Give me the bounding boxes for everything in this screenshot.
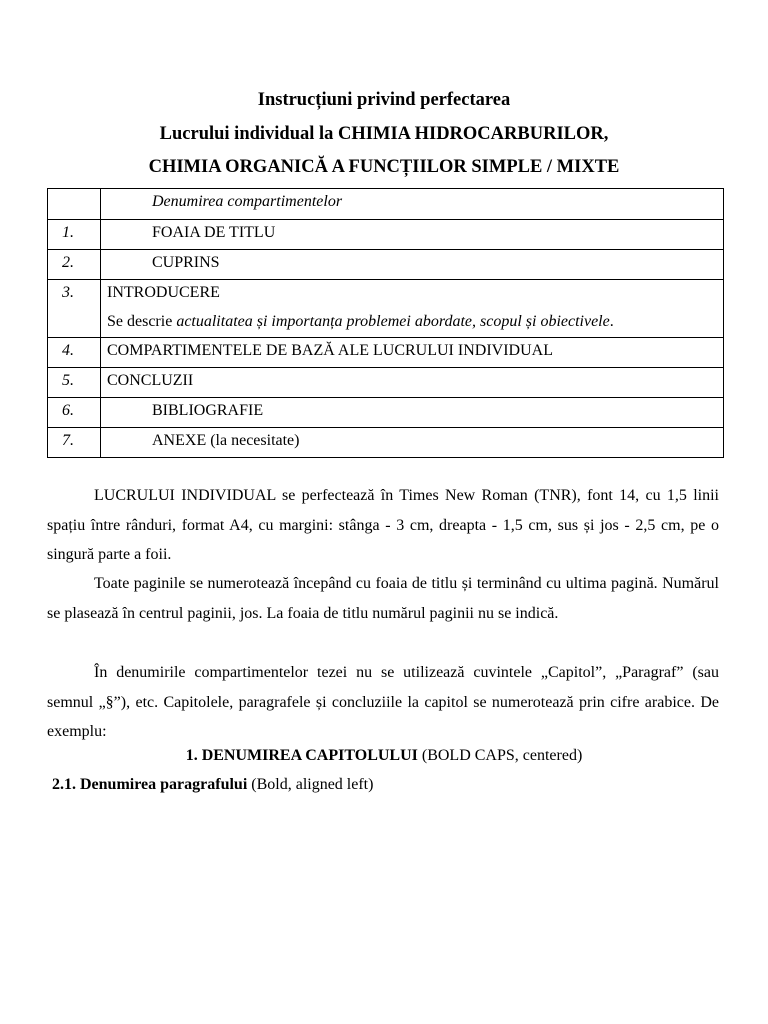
row-description bbox=[107, 303, 723, 332]
row-number: 7. bbox=[62, 432, 74, 449]
table-row bbox=[48, 338, 724, 368]
table-row bbox=[48, 368, 724, 398]
row-label: FOAIA DE TITLU bbox=[152, 224, 276, 241]
table-header-label: Denumirea compartimentelor bbox=[152, 193, 343, 210]
table-row bbox=[48, 280, 724, 338]
table-row bbox=[48, 220, 724, 250]
example-section-heading bbox=[52, 776, 373, 794]
row-label: COMPARTIMENTELE DE BAZĂ ALE LUCRULUI INDIVIDUAL bbox=[107, 342, 553, 359]
row-number: 2. bbox=[62, 254, 74, 271]
title-line-1: Instrucțiuni privind perfectarea bbox=[257, 90, 511, 110]
example-chapter-bold: 1. DENUMIREA CAPITOLULUI bbox=[185, 747, 418, 764]
row-number: 6. bbox=[62, 402, 74, 419]
title-line-2: Lucrului individual la CHIMIA HIDROCARBURILOR, bbox=[159, 124, 609, 144]
table-header-cell bbox=[101, 189, 724, 220]
row-label: BIBLIOGRAFIE bbox=[152, 402, 264, 419]
paragraph-formatting: LUCRULUI INDIVIDUAL se perfectează în Times New Roman (TNR), font 14, cu 1,5 linii spațiu între rânduri, format A4, cu margini: stânga - 3 cm, dreapta - 1,5 cm, sus și jos - 2,5 cm, pe o singură parte a foii. bbox=[47, 487, 719, 563]
table-header-row bbox=[48, 189, 724, 220]
contents-table bbox=[47, 188, 724, 458]
example-section-note: (Bold, aligned left) bbox=[247, 776, 374, 793]
row-label: CUPRINS bbox=[152, 254, 220, 271]
example-chapter-note: (BOLD CAPS, centered) bbox=[417, 747, 583, 764]
table-row bbox=[48, 428, 724, 458]
row-description-italic: actualitatea și importanța problemei abordate, scopul și obiectivele bbox=[176, 313, 610, 330]
title-line-3: CHIMIA ORGANICĂ A FUNCȚIILOR SIMPLE / MIXTE bbox=[148, 157, 620, 177]
paragraph-numbering: În denumirile compartimentelor tezei nu se utilizează cuvintele „Capitol”, „Paragraf” (sau semnul „§”), etc. Capitolele, paragrafele și concluziile la capitol se numerotează prin cifre arabice. De exemplu: bbox=[47, 664, 719, 740]
row-label: CONCLUZII bbox=[107, 372, 194, 389]
row-description-suffix: . bbox=[609, 313, 614, 330]
example-chapter-heading bbox=[0, 747, 768, 765]
table-header-num-cell bbox=[48, 189, 101, 220]
row-number: 5. bbox=[62, 372, 74, 389]
row-label: INTRODUCERE bbox=[107, 284, 220, 301]
example-section-bold: 2.1. Denumirea paragrafului bbox=[52, 776, 248, 793]
row-number: 1. bbox=[62, 224, 74, 241]
row-number: 3. bbox=[62, 284, 74, 301]
row-label: ANEXE (la necesitate) bbox=[152, 432, 300, 449]
table-row bbox=[48, 250, 724, 280]
table-row bbox=[48, 398, 724, 428]
paragraph-pagination: Toate paginile se numerotează începând cu foaia de titlu și terminând cu ultima pagină. Numărul se plasează în centrul paginii, jos. La foaia de titlu numărul paginii nu se indică. bbox=[47, 575, 719, 622]
row-number: 4. bbox=[62, 342, 74, 359]
row-description-prefix: Se descrie bbox=[107, 313, 177, 330]
